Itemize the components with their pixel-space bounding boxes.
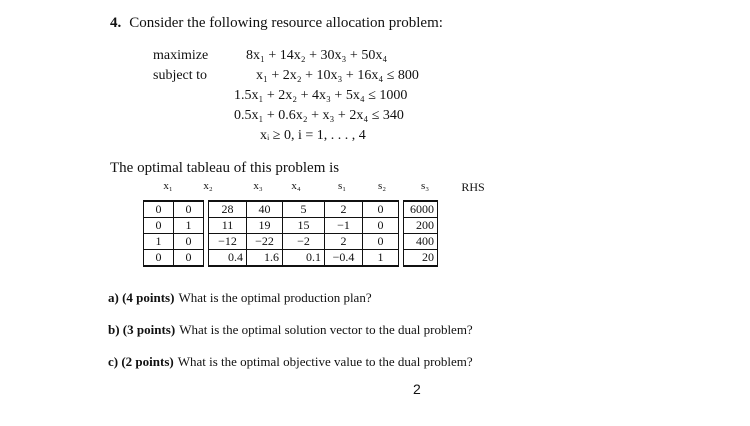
nonnegativity-constraint: xᵢ ≥ 0, i = 1, . . . , 4 [260,128,366,143]
cell: −1 [325,218,363,234]
constraint-1: x₁ + 2x₂ + 10x₃ + 16x₄ ≤ 800 [256,68,419,83]
problem-title: Consider the following resource allocation problem: [129,15,443,31]
table-row [144,234,438,250]
page-number: 2 [413,381,421,397]
cell: 0.1 [283,250,325,267]
cell: 28 [209,201,247,218]
cell: 2 [325,234,363,250]
cell: −12 [209,234,247,250]
problem-heading [110,15,443,32]
optimal-tableau [143,200,438,267]
tableau-intro: The optimal tableau of this problem is [110,160,340,176]
cell: 0 [174,250,204,267]
cell: 0 [363,218,399,234]
objective-function: 8x₁ + 14x₂ + 30x₃ + 50x₄ [246,48,388,63]
cell: 0 [363,234,399,250]
question-b-label: b) (3 points) [108,322,176,337]
cell: 1 [174,218,204,234]
cell: −0.4 [325,250,363,267]
header-s3: s₃ [420,180,430,192]
cell: 0 [144,250,174,267]
header-x2: x₂ [203,180,213,192]
table-row [144,250,438,267]
header-s2: s₂ [377,180,387,192]
cell: 0 [144,218,174,234]
question-a [108,290,372,306]
problem-number: 4. [110,15,122,31]
question-b-text: What is the optimal solution vector to the dual problem? [179,322,473,337]
cell: 0 [174,201,204,218]
cell: −22 [247,234,283,250]
cell: 40 [247,201,283,218]
header-x1: x₁ [163,180,173,192]
table-row [144,218,438,234]
question-c-text: What is the optimal objective value to the dual problem? [177,354,473,369]
cell: 1 [363,250,399,267]
cell: 400 [404,234,438,250]
question-b [108,322,473,338]
cell: −2 [283,234,325,250]
question-c [108,354,473,370]
cell: 0 [144,201,174,218]
header-x3: x₃ [253,180,263,192]
question-c-label: c) (2 points) [108,354,174,369]
cell: 11 [209,218,247,234]
header-x4: x₄ [291,180,301,192]
question-a-label: a) (4 points) [108,290,175,305]
header-s1: s₁ [337,180,347,192]
subject-to-label: subject to [153,68,208,83]
maximize-label: maximize [153,48,209,63]
cell: 2 [325,201,363,218]
question-a-text: What is the optimal production plan? [178,290,372,305]
cell: 6000 [404,201,438,218]
cell: 20 [404,250,438,267]
constraint-2: 1.5x₁ + 2x₂ + 4x₃ + 5x₄ ≤ 1000 [234,88,408,103]
table-row [144,201,438,218]
cell: 200 [404,218,438,234]
cell: 0 [363,201,399,218]
cell: 1 [144,234,174,250]
constraint-3: 0.5x₁ + 0.6x₂ + x₃ + 2x₄ ≤ 340 [234,108,404,123]
cell: 0.4 [209,250,247,267]
cell: 1.6 [247,250,283,267]
cell: 19 [247,218,283,234]
cell: 5 [283,201,325,218]
cell: 15 [283,218,325,234]
header-rhs: RHS [461,180,485,194]
cell: 0 [174,234,204,250]
